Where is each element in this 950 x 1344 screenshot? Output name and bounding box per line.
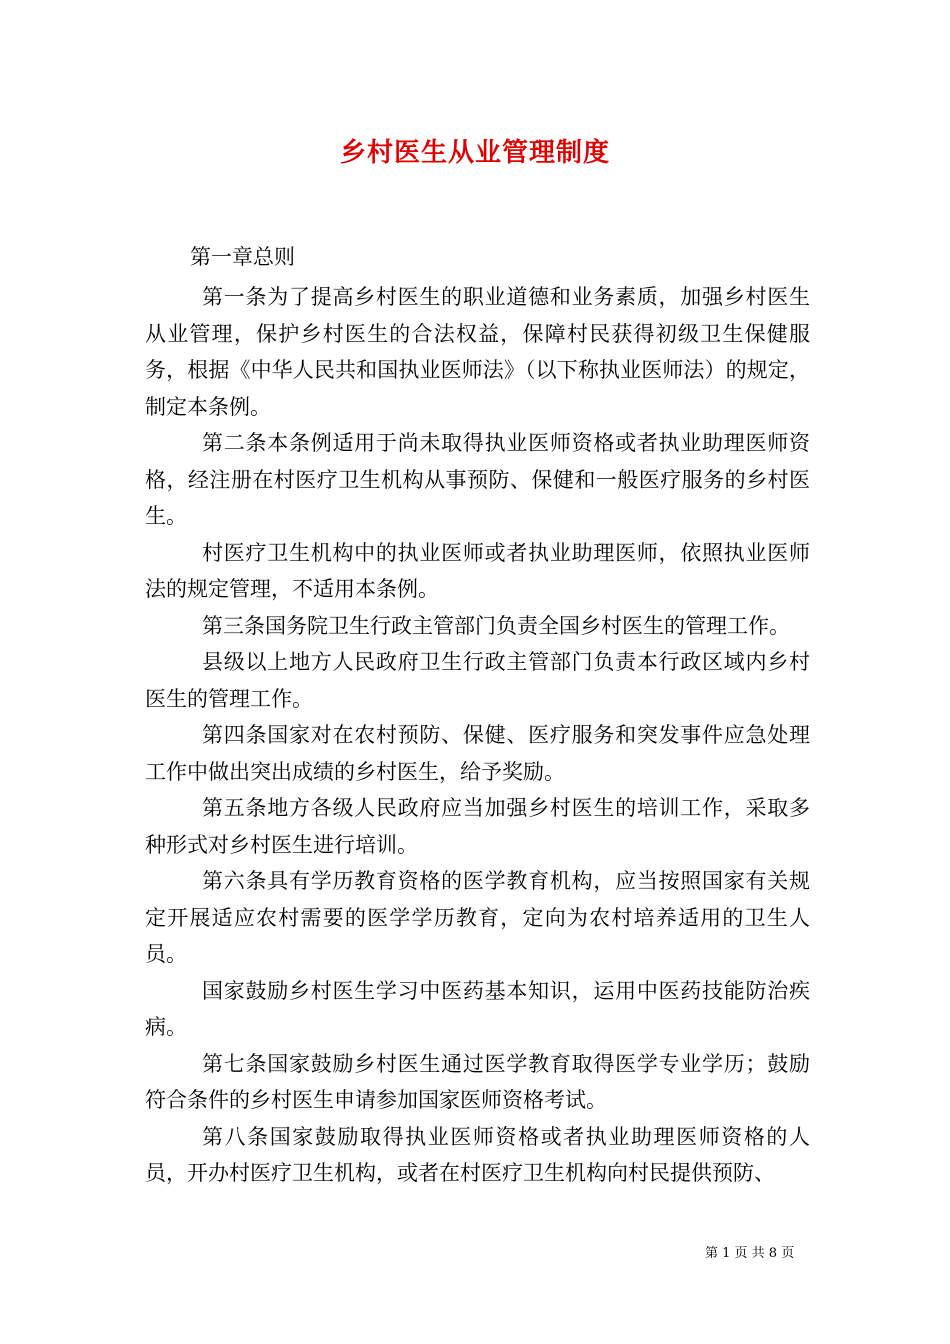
paragraph: 村医疗卫生机构中的执业医师或者执业助理医师，依照执业医师法的规定管理，不适用本条例。 [145, 540, 810, 601]
paragraph: 第七条国家鼓励乡村医生通过医学教育取得医学专业学历；鼓励符合条件的乡村医生申请参加国家医师资格考试。 [145, 1051, 810, 1112]
page-number-footer: 第 1 页 共 8 页 [705, 1246, 795, 1261]
chapter-heading: 第一章总则 [190, 245, 295, 269]
paragraph: 第三条国务院卫生行政主管部门负责全国乡村医生的管理工作。 [202, 613, 790, 638]
paragraph: 第八条国家鼓励取得执业医师资格或者执业助理医师资格的人员，开办村医疗卫生机构，或者在村医疗卫生机构向村民提供预防、 [145, 1124, 810, 1185]
paragraph: 第四条国家对在农村预防、保健、医疗服务和突发事件应急处理工作中做出突出成绩的乡村医生，给予奖励。 [145, 723, 810, 784]
paragraph: 第五条地方各级人民政府应当加强乡村医生的培训工作，采取多种形式对乡村医生进行培训。 [145, 796, 810, 857]
document-body [145, 279, 810, 1192]
paragraph: 县级以上地方人民政府卫生行政主管部门负责本行政区域内乡村医生的管理工作。 [145, 650, 810, 711]
paragraph: 第六条具有学历教育资格的医学教育机构，应当按照国家有关规定开展适应农村需要的医学学历教育，定向为农村培养适用的卫生人员。 [145, 869, 810, 966]
paragraph: 第一条为了提高乡村医生的职业道德和业务素质，加强乡村医生从业管理，保护乡村医生的合法权益，保障村民获得初级卫生保健服务，根据《中华人民共和国执业医师法》（以下称执业医师法）的规定，制定本条例。 [145, 285, 810, 419]
document-title: 乡村医生从业管理制度 [339, 138, 610, 168]
paragraph: 第二条本条例适用于尚未取得执业医师资格或者执业助理医师资格，经注册在村医疗卫生机构从事预防、保健和一般医疗服务的乡村医生。 [145, 431, 810, 528]
paragraph: 国家鼓励乡村医生学习中医药基本知识，运用中医药技能防治疾病。 [145, 978, 810, 1039]
